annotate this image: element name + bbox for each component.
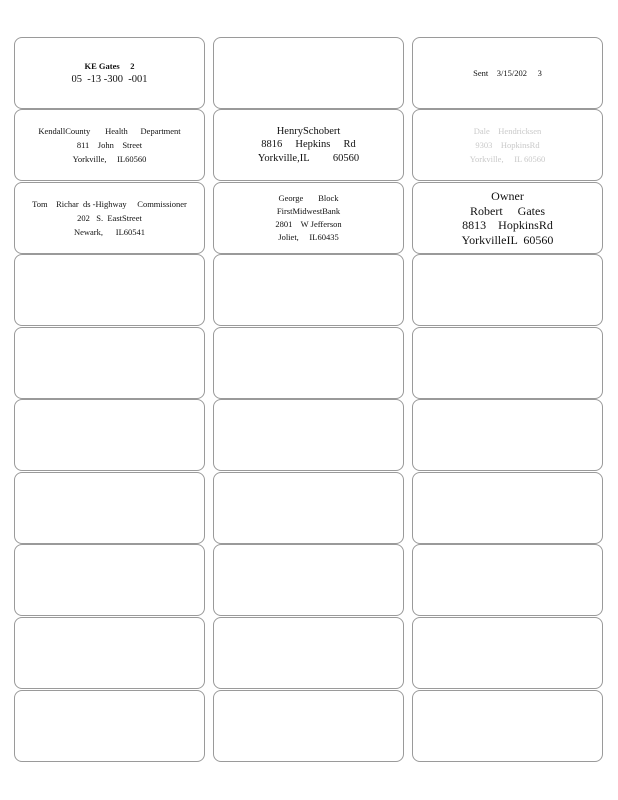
address-label xyxy=(412,37,603,109)
address-label xyxy=(14,182,205,254)
label-line: Sent 3/15/202 3 xyxy=(473,68,542,78)
address-label xyxy=(14,109,205,181)
label-line: 811 John Street xyxy=(76,140,143,150)
address-label xyxy=(14,617,205,689)
address-label xyxy=(14,399,205,471)
address-label xyxy=(213,109,404,181)
address-label xyxy=(14,690,205,762)
label-line: Dale Hendricksen xyxy=(473,126,542,136)
address-label xyxy=(412,617,603,689)
address-label xyxy=(412,472,603,544)
label-line: YorkvilleIL 60560 xyxy=(461,232,554,247)
label-line: KE Gates 2 xyxy=(84,61,135,72)
label-line: Yorkville,IL 60560 xyxy=(257,152,360,164)
label-line: Yorkville, IL60560 xyxy=(72,154,147,164)
address-label xyxy=(412,254,603,326)
label-line: 9303 HopkinsRd xyxy=(475,140,540,150)
label-line: Yorkville, IL 60560 xyxy=(469,154,546,164)
address-label xyxy=(213,472,404,544)
label-line: Robert Gates xyxy=(470,203,545,218)
address-label xyxy=(412,690,603,762)
address-label xyxy=(412,327,603,399)
address-label xyxy=(412,399,603,471)
address-label xyxy=(14,327,205,399)
address-label xyxy=(14,544,205,616)
address-label xyxy=(213,327,404,399)
label-line: Owner xyxy=(491,189,524,203)
address-label xyxy=(412,109,603,181)
address-label xyxy=(213,182,404,254)
label-line: FirstMidwestBank xyxy=(276,206,341,216)
address-label xyxy=(14,37,205,109)
label-line: 05 -13 -300 -001 xyxy=(71,74,148,86)
address-label xyxy=(213,399,404,471)
address-label xyxy=(213,690,404,762)
label-line: Newark, IL60541 xyxy=(73,227,146,237)
address-label xyxy=(213,544,404,616)
address-label xyxy=(412,182,603,254)
label-line: 8816 Hepkins Rd xyxy=(261,139,356,151)
label-line: 8813 HopkinsRd xyxy=(462,218,553,232)
label-line: Tom Richar ds -Highway Commissioner xyxy=(32,199,187,209)
address-label xyxy=(14,472,205,544)
label-line: HenrySchobert xyxy=(276,125,341,137)
label-line: Joliet, IL60435 xyxy=(278,232,339,242)
label-line: KendallCounty Health Department xyxy=(38,126,181,136)
address-label xyxy=(412,544,603,616)
label-line: George Block xyxy=(278,193,339,203)
address-label xyxy=(213,617,404,689)
label-line: 2801 W Jefferson xyxy=(275,219,342,229)
address-label xyxy=(213,37,404,109)
address-label xyxy=(14,254,205,326)
label-line: 202 S. EastStreet xyxy=(77,213,142,223)
address-label xyxy=(213,254,404,326)
